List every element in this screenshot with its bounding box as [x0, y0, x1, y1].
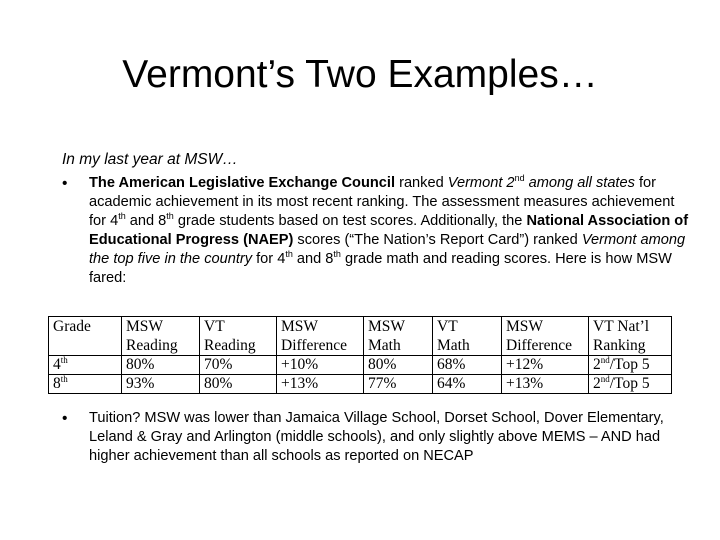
grade-number: 4: [53, 356, 61, 373]
text-run: grade math and reading scores. Here is how MSW fared:: [89, 251, 672, 286]
text-run: and 8: [292, 251, 334, 267]
org-naep: National Association of Educational Progress (NAEP): [89, 213, 689, 248]
math-difference-cell: +12%: [502, 356, 589, 375]
superscript: nd: [514, 173, 525, 184]
rank-number: 2: [593, 375, 601, 392]
header-line: MSW: [281, 318, 319, 335]
msw-math-cell: 80%: [364, 356, 433, 375]
header-cell: [502, 317, 589, 356]
bullet-paragraph-tuition: Tuition? MSW was lower than Jamaica Village School, Dorset School, Dover Elementary, Leland & Gray and Arlington (middle schools), and only slightly above MEMS – AND had higher achievement than all schools as reported on NECAP: [89, 410, 664, 464]
scores-table: [48, 316, 672, 394]
vt-math-cell: 68%: [433, 356, 502, 375]
superscript: th: [60, 373, 68, 384]
bullet-paragraph-rankings: [89, 174, 689, 288]
table-row: [49, 356, 672, 375]
reading-difference-cell: +13%: [277, 375, 364, 394]
header-line: Reading: [204, 337, 256, 354]
table-row: [49, 375, 672, 394]
header-cell: [200, 317, 277, 356]
vt-math-cell: 64%: [433, 375, 502, 394]
superscript: th: [333, 249, 341, 260]
superscript: th: [166, 211, 174, 222]
header-line: MSW: [368, 318, 406, 335]
grade-cell: [49, 356, 122, 375]
header-cell: [364, 317, 433, 356]
header-cell: [49, 317, 122, 356]
rank-number: 2: [593, 356, 601, 373]
org-alec: The American Legislative Exchange Council: [89, 175, 396, 191]
header-line: Reading: [126, 337, 178, 354]
msw-math-cell: 77%: [364, 375, 433, 394]
superscript: th: [118, 211, 126, 222]
header-line: Math: [368, 337, 401, 354]
text-run: for 4: [252, 251, 286, 267]
italic-run: Vermont among the top five in the country: [89, 232, 686, 267]
text-run: for academic achievement in its most recent ranking. The assessment measures achievement for 4: [89, 175, 675, 229]
slide-title: Vermont’s Two Examples…: [122, 53, 598, 96]
superscript: th: [60, 354, 68, 365]
italic-run: among all states: [524, 175, 635, 191]
header-cell: [589, 317, 672, 356]
header-cell: [122, 317, 200, 356]
header-cell: [433, 317, 502, 356]
table-header-row: [49, 317, 672, 356]
header-line: Math: [437, 337, 470, 354]
header-line: VT: [437, 318, 458, 335]
text-run: ranked: [395, 175, 448, 191]
reading-difference-cell: +10%: [277, 356, 364, 375]
msw-reading-cell: 80%: [122, 356, 200, 375]
bullet-marker: •: [62, 410, 68, 427]
vt-reading-cell: 80%: [200, 375, 277, 394]
italic-run: Vermont 2: [447, 175, 515, 191]
intro-text: In my last year at MSW…: [62, 151, 238, 168]
bullet-marker: •: [62, 175, 68, 192]
superscript: nd: [600, 373, 610, 384]
grade-number: 8: [53, 375, 61, 392]
rank-rest: /Top 5: [609, 356, 650, 373]
header-line: Ranking: [593, 337, 646, 354]
text-run: and 8: [125, 213, 167, 229]
header-line: Difference: [281, 337, 347, 354]
header-line: Grade: [53, 318, 91, 335]
ranking-cell: [589, 375, 672, 394]
header-line: MSW: [126, 318, 164, 335]
text-run: grade students based on test scores. Additionally, the: [173, 213, 527, 229]
header-cell: [277, 317, 364, 356]
ranking-cell: [589, 356, 672, 375]
superscript: th: [285, 249, 293, 260]
superscript: nd: [600, 354, 610, 365]
header-line: MSW: [506, 318, 544, 335]
header-line: VT Nat’l: [593, 318, 650, 335]
vt-reading-cell: 70%: [200, 356, 277, 375]
grade-cell: [49, 375, 122, 394]
rank-rest: /Top 5: [609, 375, 650, 392]
header-line: Difference: [506, 337, 572, 354]
header-line: VT: [204, 318, 225, 335]
math-difference-cell: +13%: [502, 375, 589, 394]
msw-reading-cell: 93%: [122, 375, 200, 394]
text-run: scores (“The Nation’s Report Card”) ranked: [293, 232, 582, 248]
